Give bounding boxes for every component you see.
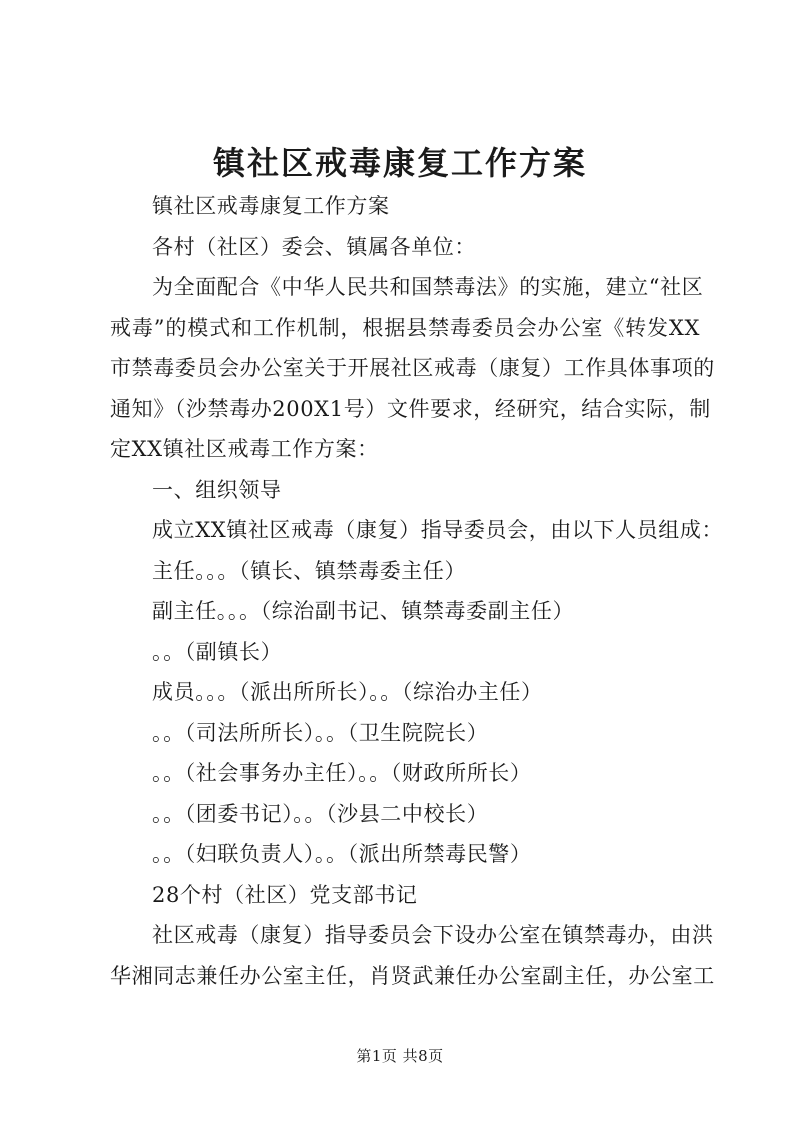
paragraph-line: 通知》（沙禁毒办200X1号）文件要求，经研究，结合实际，制: [110, 396, 711, 421]
document-title: 镇社区戒毒康复工作方案: [212, 144, 587, 182]
paragraph-line: 华湘同志兼任办公室主任，肖贤武兼任办公室副主任，办公室工: [110, 963, 715, 988]
paragraph-line: 为全面配合《中华人民共和国禁毒法》的实施，建立“社区: [152, 275, 704, 299]
paragraph: [110, 551, 700, 592]
paragraph: [110, 713, 700, 754]
paragraph: [110, 591, 700, 632]
paragraph: [110, 227, 700, 268]
paragraph: [110, 794, 700, 835]
paragraph-line: 成员。。。（派出所所长）。。（综治办主任）: [152, 680, 543, 704]
paragraph: [110, 632, 700, 673]
page-footer: 第1页 共8页: [356, 1047, 444, 1065]
paragraph-line: 市禁毒委员会办公室关于开展社区戒毒（康复）工作具体事项的: [110, 356, 715, 380]
document-body: [110, 186, 724, 996]
paragraph-line: 成立XX镇社区戒毒（康复）指导委员会，由以下人员组成：: [152, 518, 724, 542]
paragraph-line: 戒毒”的模式和工作机制，根据县禁毒委员会办公室《转发XX: [110, 315, 700, 340]
paragraph-line: 社区戒毒（康复）指导委员会下设办公室在镇禁毒办，由洪: [152, 923, 714, 947]
paragraph-line: 副主任。。。（综治副书记、镇禁毒委副主任）: [152, 599, 575, 623]
paragraph-line: 。。（妇联负责人）。。（派出所禁毒民警）: [152, 842, 532, 866]
paragraph-line: 。。（副镇长）: [152, 639, 283, 664]
paragraph: [110, 915, 715, 996]
paragraph-line: 主任。。。（镇长、镇禁毒委主任）: [152, 558, 467, 583]
paragraph: [110, 186, 700, 227]
paragraph-line: 。。（社会事务办主任）。。（财政所所长）: [152, 761, 532, 785]
paragraph-line: 。。（司法所所长）。。（卫生院院长）: [152, 720, 489, 745]
paragraph-line: 各村（社区）委会、镇属各单位：: [152, 234, 476, 259]
paragraph-line: 一、组织领导: [152, 477, 282, 502]
paragraph-line: 定XX镇社区戒毒工作方案：: [110, 437, 379, 461]
paragraph-line: 。。（团委书记）。。（沙县二中校长）: [152, 801, 489, 826]
paragraph: [110, 834, 700, 875]
paragraph: [110, 672, 700, 713]
paragraph: [110, 753, 700, 794]
paragraph-line: 镇社区戒毒康复工作方案: [152, 194, 390, 218]
paragraph: [110, 267, 715, 470]
paragraph-line: 28个村（社区）党支部书记: [152, 882, 418, 907]
paragraph: [110, 470, 700, 511]
paragraph: [110, 875, 700, 916]
paragraph: [110, 510, 724, 551]
